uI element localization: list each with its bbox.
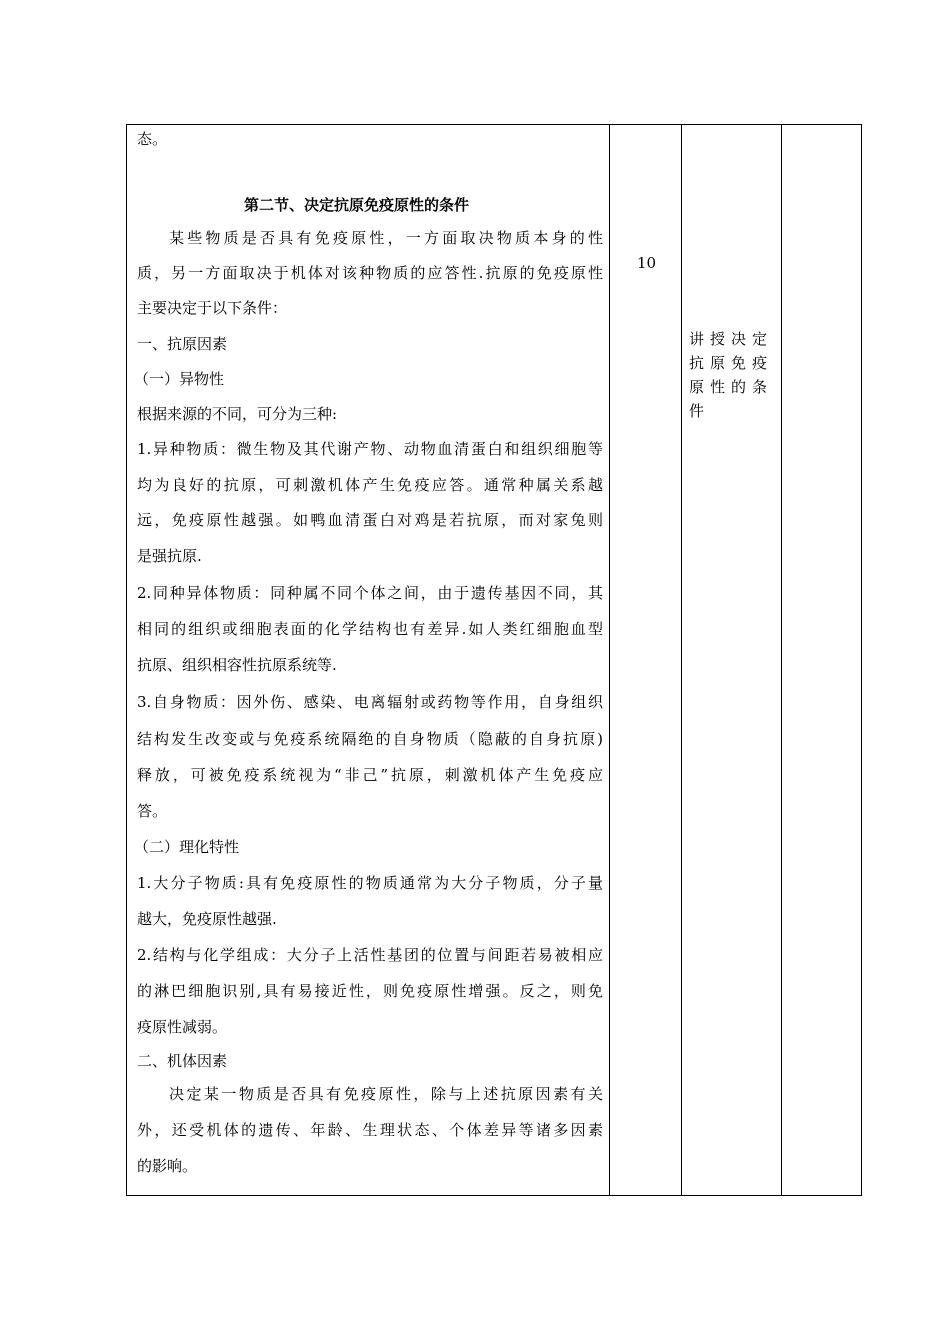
time-minutes: 10	[637, 254, 657, 272]
paragraph-line: 相同的组织或细胞表面的化学结构也有差异.如人类红细胞血型	[137, 620, 603, 638]
column-divider	[681, 125, 682, 1195]
paragraph-line: 2.同种异体物质：同种属不同个体之间，由于遗传基因不同，其	[137, 584, 603, 602]
paragraph-line: 的淋巴细胞识别,具有易接近性，则免疫原性增强。反之，则免	[137, 982, 603, 1000]
method-line: 抗原免疫	[689, 354, 774, 372]
heading-line: 二、机体因素	[137, 1052, 228, 1070]
method-line: 件	[689, 402, 711, 420]
paragraph-line: 根据来源的不同，可分为三种:	[137, 405, 338, 423]
paragraph-line: 远，免疫原性越强。如鸭血清蛋白对鸡是若抗原，而对家兔则	[137, 511, 603, 529]
heading-line: （二）理化特性	[134, 838, 240, 856]
paragraph-line: 的影响。	[137, 1157, 198, 1175]
paragraph-line: 某些物质是否具有免疫原性，一方面取决物质本身的性	[169, 229, 603, 247]
section-title: 第二节、决定抗原免疫原性的条件	[244, 196, 470, 214]
column-divider	[609, 125, 610, 1195]
heading-line: （一）异物性	[134, 370, 225, 388]
paragraph-line: 2.结构与化学组成：大分子上活性基团的位置与间距若易被相应	[137, 946, 603, 964]
paragraph-line: 1.异种物质：微生物及其代谢产物、动物血清蛋白和组织细胞等	[137, 440, 603, 458]
paragraph-line: 越大，免疫原性越强.	[137, 910, 277, 928]
paragraph-line: 结构发生改变或与免疫系统隔绝的自身物质（隐蔽的自身抗原)	[137, 730, 603, 748]
paragraph-line: 3.自身物质：因外伤、感染、电离辐射或药物等作用，自身组织	[137, 693, 603, 711]
paragraph-line: 疫原性减弱。	[137, 1018, 228, 1036]
column-divider	[781, 125, 782, 1195]
paragraph-line: 质，另一方面取决于机体对该种物质的应答性.抗原的免疫原性	[137, 264, 603, 282]
paragraph-line: 外，还受机体的遗传、年龄、生理状态、个体差异等诸多因素	[137, 1121, 603, 1139]
teaching-method	[689, 327, 777, 423]
lesson-table	[126, 124, 862, 1196]
paragraph-line: 决定某一物质是否具有免疫原性，除与上述抗原因素有关	[169, 1085, 603, 1103]
paragraph-line: 均为良好的抗原，可刺激机体产生免疫应答。通常种属关系越	[137, 476, 603, 494]
paragraph-line: 抗原、组织相容性抗原系统等.	[137, 656, 337, 674]
method-line: 原性的条	[689, 378, 774, 396]
continuation-text: 态。	[137, 130, 168, 148]
heading-line: 一、抗原因素	[137, 335, 228, 353]
paragraph-line: 答。	[137, 802, 168, 820]
paragraph-line: 释放，可被免疫系统视为“非己”抗原，刺激机体产生免疫应	[137, 766, 603, 784]
method-line: 讲授决定	[689, 330, 774, 348]
paragraph-line: 1.大分子物质:具有免疫原性的物质通常为大分子物质，分子量	[137, 874, 603, 892]
paragraph-line: 是强抗原.	[137, 547, 202, 565]
paragraph-line: 主要决定于以下条件：	[137, 299, 288, 317]
